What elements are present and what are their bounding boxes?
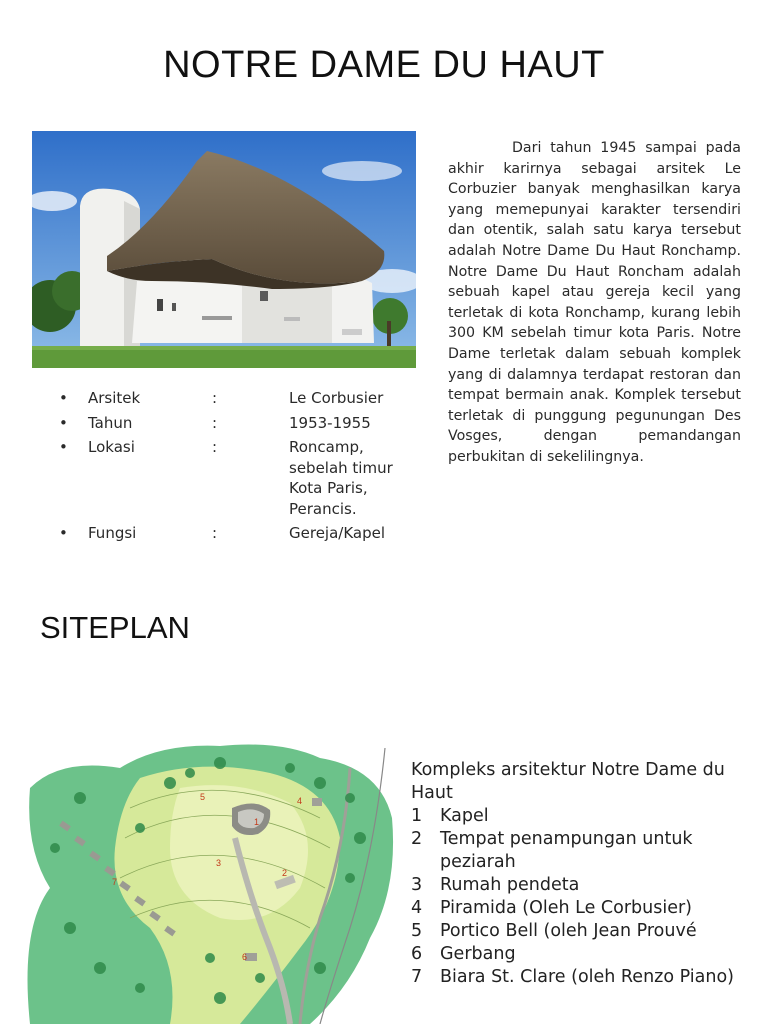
fact-colon: : bbox=[212, 413, 218, 432]
legend-item bbox=[411, 874, 761, 897]
fact-value: Roncamp, sebelah timur Kota Paris, Perancis. bbox=[289, 438, 393, 518]
map-marker-3: 3 bbox=[216, 858, 222, 868]
legend-text: Biara St. Clare (oleh Renzo Piano) bbox=[440, 967, 734, 987]
map-marker-7: 7 bbox=[112, 877, 118, 887]
legend-text: Rumah pendeta bbox=[440, 875, 580, 895]
fact-label: Lokasi bbox=[88, 438, 135, 456]
page-title: NOTRE DAME DU HAUT bbox=[163, 44, 605, 86]
legend-intro: Kompleks arsitektur Notre Dame du Haut bbox=[411, 760, 725, 803]
legend-item bbox=[411, 943, 761, 966]
legend-item bbox=[411, 920, 761, 943]
fact-value: Gereja/Kapel bbox=[289, 524, 386, 542]
bullet: • bbox=[59, 413, 68, 432]
siteplan-heading: SITEPLAN bbox=[40, 610, 190, 645]
map-marker-5: 5 bbox=[200, 792, 206, 802]
legend-item bbox=[411, 805, 761, 828]
fact-colon: : bbox=[212, 524, 218, 542]
legend-number: 4 bbox=[411, 898, 423, 918]
fact-label: Fungsi bbox=[88, 524, 137, 542]
description-paragraph bbox=[448, 138, 741, 468]
siteplan-legend bbox=[411, 759, 761, 989]
legend-item bbox=[411, 966, 761, 989]
bullet: • bbox=[59, 524, 68, 542]
legend-text: Gerbang bbox=[440, 944, 516, 964]
bullet: • bbox=[59, 438, 68, 456]
bullet: • bbox=[59, 389, 68, 407]
map-marker-1: 1 bbox=[254, 817, 260, 827]
chapel-photo bbox=[32, 131, 416, 368]
map-marker-2: 2 bbox=[282, 868, 288, 878]
legend-text: Portico Bell (oleh Jean Prouvé bbox=[440, 921, 697, 941]
fact-function bbox=[56, 523, 426, 544]
fact-value: Le Corbusier bbox=[289, 389, 384, 407]
fact-label: Tahun bbox=[88, 413, 133, 432]
fact-colon: : bbox=[212, 438, 218, 456]
fact-label: Arsitek bbox=[88, 389, 141, 407]
legend-number: 5 bbox=[411, 921, 423, 941]
fact-colon: : bbox=[212, 389, 218, 407]
map-marker-6: 6 bbox=[242, 952, 248, 962]
description-text: Dari tahun 1945 sampai pada akhir karirnya sebagai arsitek Le Corbuzier banyak menghasilkan karya yang memepunyai karakter tersendiri dan otentik, salah satu karya tersebut adalah Notre Dame Du Haut Ronchamp. Notre Dame Du Haut Roncham adalah sebuah kapel atau gereja kecil yang terletak di kota Ronchamp, kurang lebih 300 KM sebelah timur kota Paris. Notre Dame terletak dalam sebuah komplek yang di dalamnya terdapat restoran dan tempat bermain anak. Komplek tersebut terletak di punggung pegunungan Des Vosges, dengan pemandangan perbukitan di sekelilingnya. bbox=[448, 140, 741, 465]
legend-item bbox=[411, 897, 761, 920]
legend-text: Tempat penampungan untuk peziarah bbox=[440, 829, 693, 872]
fact-architect bbox=[56, 388, 426, 409]
legend-number: 3 bbox=[411, 875, 423, 895]
site-plan-map bbox=[20, 728, 402, 1024]
fact-year bbox=[56, 413, 426, 434]
map-marker-4: 4 bbox=[297, 796, 303, 806]
legend-number: 1 bbox=[411, 806, 423, 826]
legend-text: Piramida (Oleh Le Corbusier) bbox=[440, 898, 692, 918]
legend-number: 2 bbox=[411, 829, 423, 849]
fact-value: 1953-1955 bbox=[289, 413, 371, 432]
legend-item bbox=[411, 828, 761, 874]
fact-location bbox=[56, 437, 426, 519]
legend-number: 6 bbox=[411, 944, 423, 964]
legend-number: 7 bbox=[411, 967, 423, 987]
facts-list bbox=[56, 388, 426, 548]
legend-text: Kapel bbox=[440, 806, 489, 826]
